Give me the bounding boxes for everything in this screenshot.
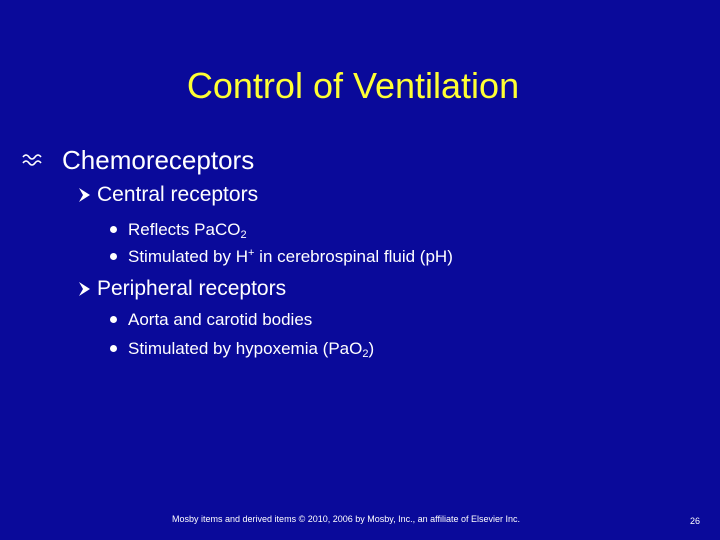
dot-icon xyxy=(106,245,128,269)
detail-item xyxy=(106,308,312,332)
sub-bullet-peripheral-receptors xyxy=(75,275,286,303)
bullet-chemoreceptors xyxy=(20,143,254,177)
detail-label: Stimulated by hypoxemia (PaO$_2$) xyxy=(128,339,375,360)
dot-icon xyxy=(106,218,128,242)
dot-icon xyxy=(106,308,128,332)
detail-label: Stimulated by H+ in cerebrospinal fluid (pH) xyxy=(128,247,453,266)
detail-item xyxy=(106,218,247,242)
sub-bullet-label: Central receptors xyxy=(97,183,259,206)
detail-label: Reflects PaCO$_2$ xyxy=(128,220,247,241)
copyright-footer: Mosby items and derived items © 2010, 2006 by Mosby, Inc., an affiliate of Elsevier Inc. xyxy=(172,514,520,524)
page-number: 26 xyxy=(690,516,701,526)
wavy-scroll-icon xyxy=(20,143,50,177)
dot-icon xyxy=(106,337,128,361)
arrowhead-icon xyxy=(75,275,97,303)
sub-bullet-central-receptors xyxy=(75,181,258,209)
bullet-label: Chemoreceptors xyxy=(62,145,255,175)
detail-item xyxy=(106,245,453,269)
detail-item xyxy=(106,337,374,361)
detail-label: Aorta and carotid bodies xyxy=(128,310,313,329)
slide-title: Control of Ventilation xyxy=(186,65,520,106)
arrowhead-icon xyxy=(75,181,97,209)
sub-bullet-label: Peripheral receptors xyxy=(97,277,287,300)
